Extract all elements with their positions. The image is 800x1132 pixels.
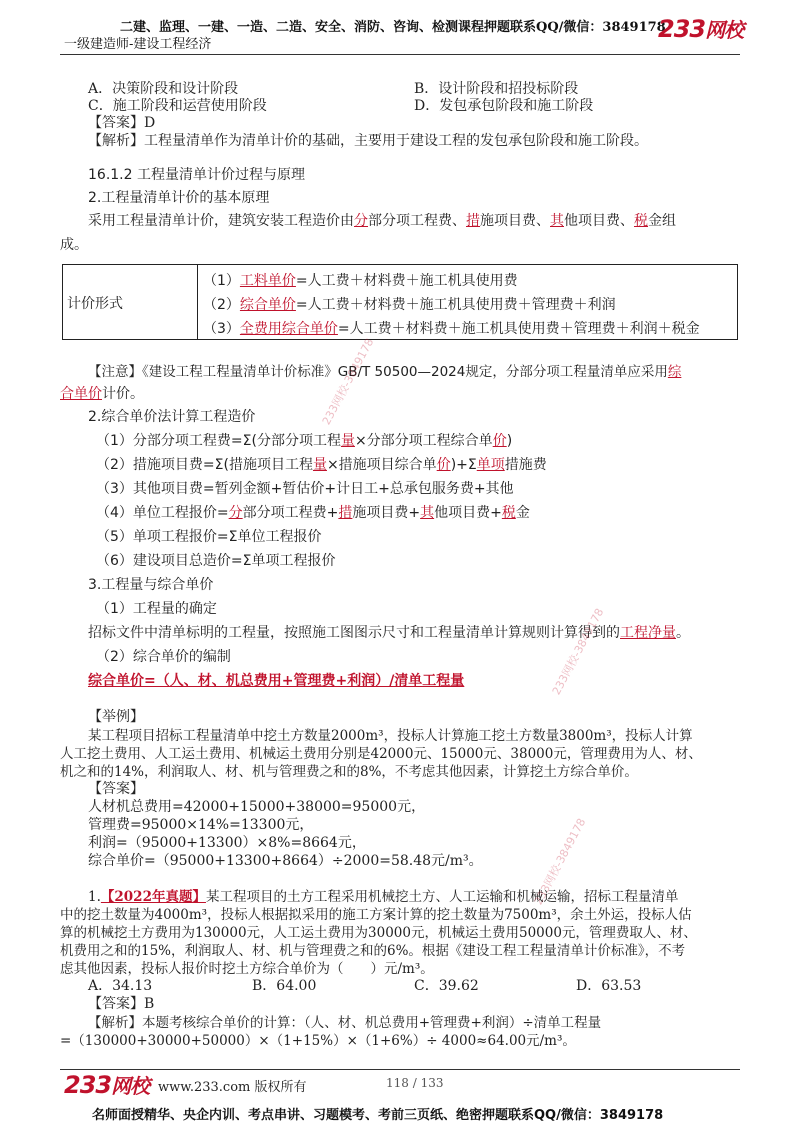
method-item-2: （2）措施项目费=Σ(措施项目工程量×措施项目综合单价)+Σ单项措施费 bbox=[96, 457, 547, 473]
exam-analysis-2: =（130000+30000+50000）×（1+15%）×（1+6%）÷ 4000≈64.00元/m³。 bbox=[60, 1033, 576, 1049]
logo-text: 网校 bbox=[705, 18, 744, 42]
header-logo bbox=[658, 14, 743, 43]
table-row-2: （2）综合单价=人工费＋材料费＋施工机具使用费＋管理费＋利润 bbox=[203, 297, 616, 313]
example-answer-tag: 【答案】 bbox=[88, 781, 144, 797]
exam-analysis-1: 【解析】本题考核综合单价的计算：（人、材、机总费用+管理费+利润）÷清单工程量 bbox=[88, 1015, 602, 1031]
example-answer-4: 综合单价=（95000+13300+8664）÷2000=58.48元/m³。 bbox=[88, 853, 483, 869]
key-shui: 税 bbox=[634, 213, 648, 229]
example-line-2: 人工挖土费用、人工运土费用、机械运土费用分别是42000元、15000元、38000元，管理费用为人、材、 bbox=[60, 746, 702, 762]
unit-price-formula: 综合单价=（人、材、机总费用+管理费+利润）/清单工程量 bbox=[88, 673, 465, 689]
footer-logo: 233网校 bbox=[64, 1071, 150, 1099]
header-promo-text: 二建、监理、一建、一造、二造、安全、消防、咨询、检测课程押题联系QQ/微信：3849178 bbox=[120, 20, 666, 35]
prev-option-b: B．设计阶段和招投标阶段 bbox=[414, 81, 579, 97]
method-title: 2.综合单价法计算工程造价 bbox=[88, 409, 256, 425]
qty-paragraph: 招标文件中清单标明的工程量，按照施工图图示尺寸和工程量清单计算规则计算得到的工程净量。 bbox=[88, 625, 690, 641]
method-item-5: （5）单项工程报价=Σ单位工程报价 bbox=[96, 529, 322, 545]
method-item-3: （3）其他项目费=暂列金额+暂估价+计日工+总承包服务费+其他 bbox=[96, 481, 514, 497]
key-cuo: 措 bbox=[466, 213, 480, 229]
exam-option-d: D．63.53 bbox=[576, 978, 642, 994]
prev-option-d: D．发包承包阶段和施工阶段 bbox=[414, 98, 594, 114]
key-fen: 分 bbox=[354, 213, 368, 229]
intro-line-1: 采用工程量清单计价，建筑安装工程造价由分部分项工程费、措施项目费、其他项目费、税金组 bbox=[88, 213, 676, 229]
watermark: 233网校-3849178 bbox=[531, 816, 589, 908]
method-item-6: （6）建设项目总造价=Σ单项工程报价 bbox=[96, 553, 336, 569]
footer-promo-text: 名师面授精华、央企内训、考点串讲、习题模考、考前三页纸、绝密押题联系QQ/微信：3849178 bbox=[92, 1108, 664, 1123]
logo-number: 233 bbox=[658, 15, 706, 43]
prev-option-c: C．施工阶段和运营使用阶段 bbox=[88, 98, 267, 114]
exam-line-2: 中的挖土数量为4000m³，投标人根据拟采用的施工方案计算的挖土数量为7500m³，余土外运，投标人估 bbox=[60, 907, 692, 923]
footer-site-link[interactable]: www.233.com 版权所有 bbox=[158, 1080, 307, 1095]
exam-year-tag: 【2022年真题】 bbox=[100, 889, 206, 905]
exam-line-4: 机费用之和的15%，利润取人、材、机与管理费之和的6%。根据《建设工程工程量清单计价标准》，不考 bbox=[60, 943, 686, 959]
exam-line-3: 算的机械挖土方费用为130000元，人工运土费用为30000元，机械运土费用50000元，管理费取人、材、 bbox=[60, 925, 697, 941]
section-subheading: 2.工程量清单计价的基本原理 bbox=[88, 190, 270, 206]
table-label-cell bbox=[63, 265, 198, 339]
example-answer-1: 人材机总费用=42000+15000+38000=95000元， bbox=[88, 799, 426, 815]
example-answer-2: 管理费=95000×14%=13300元， bbox=[88, 817, 314, 833]
qty-subtitle-1: （1）工程量的确定 bbox=[96, 601, 217, 617]
table-row-1: （1）工料单价=人工费＋材料费＋施工机具使用费 bbox=[203, 273, 518, 289]
example-answer-3: 利润=（95000+13300）×8%=8664元， bbox=[88, 835, 366, 851]
watermark: 233网校-3849178 bbox=[319, 336, 377, 428]
key-quanfeiyong: 全费用综合单价 bbox=[239, 321, 338, 337]
header-divider bbox=[60, 54, 740, 55]
exam-line-1: 1.【2022年真题】某工程项目的土方工程采用机械挖土方、人工运输和机械运输，招标工程量清单 bbox=[88, 889, 679, 905]
prev-option-a: A．决策阶段和设计阶段 bbox=[88, 81, 239, 97]
exam-option-c: C．39.62 bbox=[414, 978, 479, 994]
prev-answer: 【答案】D bbox=[88, 115, 156, 131]
table-row-3: （3）全费用综合单价=人工费＋材料费＋施工机具使用费＋管理费＋利润＋税金 bbox=[203, 321, 700, 337]
note-line-2: 合单价计价。 bbox=[60, 386, 144, 402]
section-heading: 16.1.2 工程量清单计价过程与原理 bbox=[88, 167, 305, 183]
qty-title: 3.工程量与综合单价 bbox=[88, 577, 214, 593]
note-line-1: 【注意】《建设工程工程量清单计价标准》GB/T 50500—2024规定，分部分项工程量清单应采用综 bbox=[88, 364, 682, 380]
example-tag: 【举例】 bbox=[88, 709, 144, 725]
footer-divider bbox=[60, 1069, 740, 1070]
key-gongliao: 工料单价 bbox=[239, 273, 296, 289]
key-zonghe: 综合单价 bbox=[239, 297, 296, 313]
table-label: 计价形式 bbox=[67, 296, 123, 312]
exam-option-b: B．64.00 bbox=[252, 978, 317, 994]
exam-option-a: A．34.13 bbox=[88, 978, 153, 994]
pricing-form-table bbox=[62, 264, 738, 340]
page-number: 118 / 133 bbox=[386, 1076, 444, 1090]
example-line-3: 机之和的14%，利润取人、材、机与管理费之和的8%，不考虑其他因素，计算挖土方综合单价。 bbox=[60, 764, 638, 780]
header-subject: 一级建造师-建设工程经济 bbox=[64, 37, 212, 52]
watermark: 233网校-3849178 bbox=[549, 606, 607, 698]
key-qi: 其 bbox=[550, 213, 564, 229]
example-line-1: 某工程项目招标工程量清单中挖土方数量2000m³，投标人计算施工挖土方数量3800m³，投标人计算 bbox=[88, 728, 693, 744]
exam-line-5: 虑其他因素，投标人报价时挖土方综合单价为（ ）元/m³。 bbox=[60, 961, 434, 977]
method-item-4: （4）单位工程报价=分部分项工程费+措施项目费+其他项目费+税金 bbox=[96, 505, 530, 521]
qty-subtitle-2: （2）综合单价的编制 bbox=[96, 649, 231, 665]
method-item-1: （1）分部分项工程费=Σ(分部分项工程量×分部分项工程综合单价) bbox=[96, 433, 513, 449]
intro-line-2: 成。 bbox=[60, 237, 88, 253]
prev-analysis: 【解析】工程量清单作为清单计价的基础，主要用于建设工程的发包承包阶段和施工阶段。 bbox=[88, 133, 648, 149]
exam-answer: 【答案】B bbox=[88, 996, 155, 1012]
